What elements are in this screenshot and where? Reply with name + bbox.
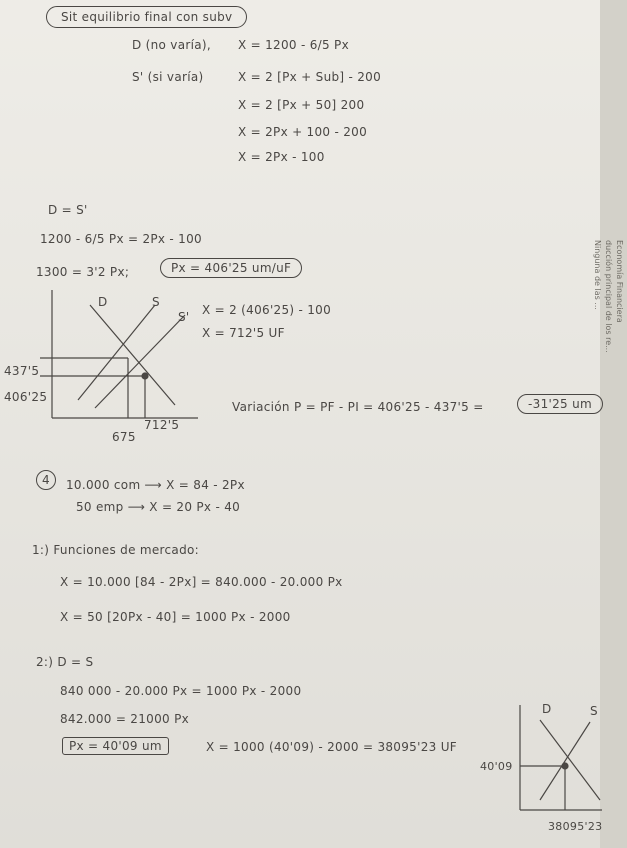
equilibrium-condition: D = S': [48, 203, 88, 217]
x-tick-label: 38095'23: [548, 820, 603, 833]
page-title: Sit equilibrio final con subv: [46, 6, 247, 28]
y-tick-label: 406'25: [4, 390, 48, 404]
x-tick-label: 712'5: [144, 418, 180, 432]
supply-label: S' (si varía): [132, 70, 204, 84]
graph-label: S: [152, 295, 160, 309]
price-result-boxed: Px = 40'09 um: [62, 737, 169, 755]
variation-result-circled: -31'25 um: [517, 394, 603, 414]
demand-equation: X = 1200 - 6/5 Px: [238, 38, 349, 52]
graph-label: S': [178, 310, 190, 324]
exercise-line: 10.000 com ⟶ X = 84 - 2Px: [66, 478, 245, 492]
graph-label: D: [98, 295, 108, 309]
market-demand: X = 10.000 [84 - 2Px] = 840.000 - 20.000 Px: [60, 575, 343, 589]
supply-step: X = 2Px + 100 - 200: [238, 125, 368, 139]
y-tick-label: 437'5: [4, 364, 40, 378]
quantity-step: X = 2 (406'25) - 100: [202, 303, 332, 317]
price-result-circled: Px = 406'25 um/uF: [160, 258, 302, 278]
variation-formula: Variación P = PF - PI = 406'25 - 437'5 =: [232, 400, 484, 414]
edge-line: Ninguna de las ...: [593, 240, 602, 310]
supply-step: X = 2 [Px + Sub] - 200: [238, 70, 382, 84]
graph-label: D: [542, 702, 552, 716]
solution-quantity: X = 1000 (40'09) - 2000 = 38095'23 UF: [206, 740, 457, 754]
equilibrium-step: 1300 = 3'2 Px;: [36, 265, 130, 279]
exercise-line: 50 emp ⟶ X = 20 Px - 40: [76, 500, 241, 514]
y-tick-label: 40'09: [480, 760, 513, 773]
section-heading: 2:) D = S: [36, 655, 94, 669]
edge-line: Economía Financiera: [615, 240, 624, 323]
section-heading: 1:) Funciones de mercado:: [32, 543, 199, 557]
demand-label: D (no varía),: [132, 38, 211, 52]
equilibrium-step: 1200 - 6/5 Px = 2Px - 100: [40, 232, 202, 246]
exercise-number: 4: [36, 470, 56, 490]
market-supply: X = 50 [20Px - 40] = 1000 Px - 2000: [60, 610, 291, 624]
graph-label: S: [590, 704, 598, 718]
x-tick-label: 675: [112, 430, 136, 444]
quantity-step: X = 712'5 UF: [202, 326, 285, 340]
edge-line: ducción principal de los re...: [604, 240, 613, 353]
supply-step: X = 2 [Px + 50] 200: [238, 98, 365, 112]
solution-step: 842.000 = 21000 Px: [60, 712, 190, 726]
solution-step: 840 000 - 20.000 Px = 1000 Px - 2000: [60, 684, 302, 698]
supply-step: X = 2Px - 100: [238, 150, 325, 164]
demand-curve: [540, 720, 600, 800]
equilibrium-point: [562, 763, 568, 769]
